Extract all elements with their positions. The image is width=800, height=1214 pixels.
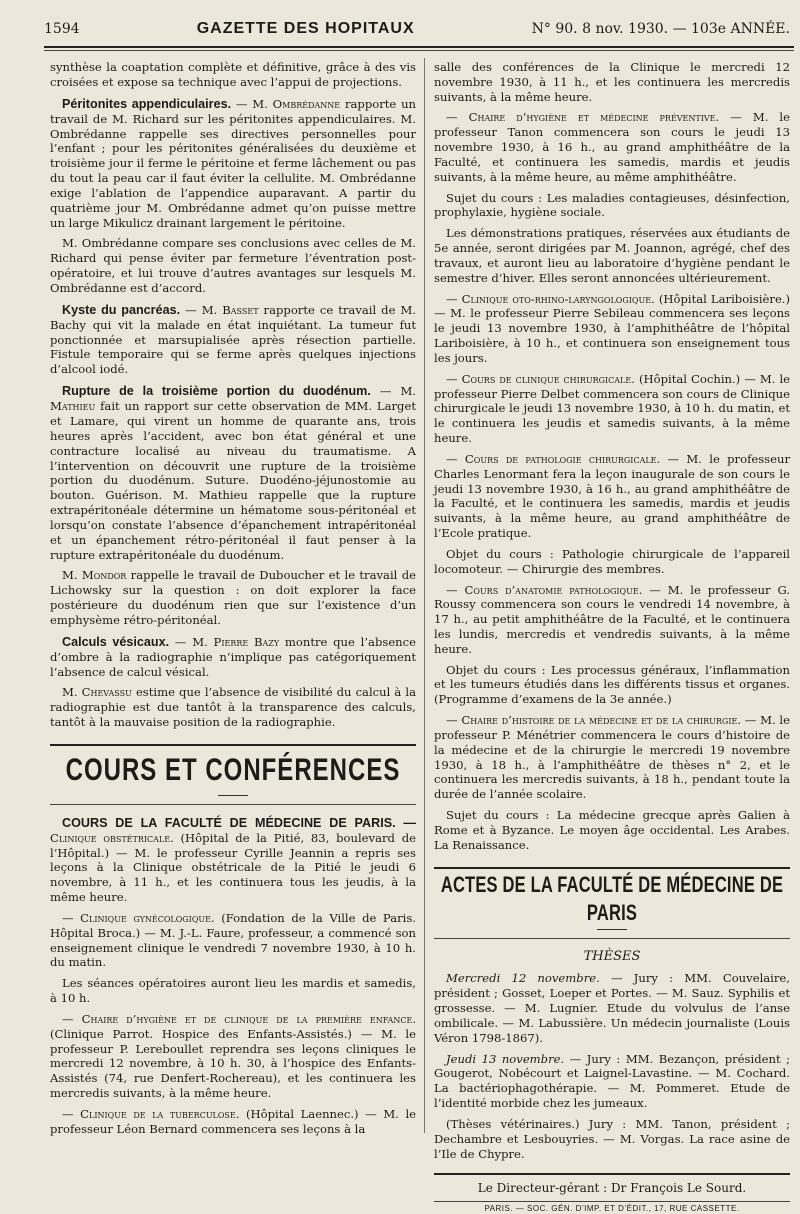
short-rule (597, 929, 627, 930)
course-clinique-chir: — Cours de clinique chirurgicale. (Hôpital Cochin.) — M. le professeur Pierre Delbet commencera son cours de Clinique chirurgicale le jeudi 13 novembre 1930, à 10 h. du matin, et le continuera les jeudis et samedis suivants, à la même heure. (434, 371, 791, 446)
course-gynecologie: — Clinique gynécologique. (Fondation de la Ville de Paris. Hôpital Broca.) — M. J.-L. Faure, professeur, a commencé son enseignement clinique le vendredi 7 novembre 1930, à 10 h. du matin. (50, 910, 416, 970)
course-label: Clinique obstétricale. (50, 830, 174, 845)
course-text: (Hôpital Laennec.) — M. le professeur Léon Bernard commencera ses leçons à la (50, 1106, 417, 1136)
these-text: — Jury : MM. Couvelaire, président ; Gosset, Loeper et Portes. — M. Sauz. Syphilis et grossesse. — M. Lugnier. Etude du volvulus de l’anse ombilicale. — M. Labussière. Un médecin journaliste (Louis Véron 1798-1867). (434, 971, 790, 1045)
article-text: fait un rapport sur cette observation de MM. Larget et Lamare, qui virent un homme de quarante ans, trois heures après l’accident, avec bon état général et une contracture localisé au niveau du traumatisme. A l’intervention on découvrit une rupture de la troisième portion du duodénum. Suture. Duodéno-jéjunostomie au bouton. Guérison. M. Mathieu rappelle que la rupture extrapéritonéale détermine un hématome sous-péritonéal et lorsqu’on constate l’absence d’épanchement intrapéritonéal et un épanchement rétro-péritonéal il faut penser à la rupture extrapéritonéale du duodénum. (50, 399, 416, 562)
article-text: rappelle le travail de Duboucher et le travail de Lichowsky sur la question : on doit explorer la face postérieure du duodénum rien que sur l’existence d’un emphysème rétro-péritonéal. (50, 568, 417, 627)
these-entry (434, 1052, 790, 1111)
journal-title: GAZETTE DES HOPITAUX (196, 20, 415, 37)
continued-paragraph: salle des conférences de la Clinique le mercredi 12 novembre 1930, à 11 h., et les continuera les mercredis suivants, à la même heure. (434, 60, 790, 104)
course-obstetrique (50, 815, 416, 905)
course-text: (Clinique Parrot. Hospice des Enfants-Assistés.) — M. le professeur P. Lereboullet reprendra ses leçons cliniques le mercredi 12 novembre, à 10 h. 30, à l’hospice des Enfants-Assistés (74, rue Denfert-Rochereau), et les continuera les mercredis suivants, à la même heure. (50, 1026, 416, 1100)
course-main-heading: COURS DE LA FACULTÉ DE MÉDECINE DE PARIS. — (62, 815, 416, 830)
these-date: Mercredi 12 novembre. (446, 971, 600, 986)
course-label: Cours de clinique chirurgicale. (461, 371, 635, 386)
course-text: (Hôpital Lariboisière.) — M. le professeur Pierre Sebileau commencera ses leçons le jeudi 13 novembre 1930, à l’amphithéâtre de l’hôpital Lariboisière, à 10 h., et continuera son enseignement tous les jours. (434, 291, 791, 365)
course-text: (Fondation de la Ville de Paris. Hôpital Broca.) — M. J.-L. Faure, professeur, a commencé son enseignement clinique le vendredi 7 novembre 1930, à 10 h. du matin. (50, 910, 416, 970)
course-demos: Les démonstrations pratiques, réservées aux étudiants de 5e année, seront dirigées par M. Joannon, agrégé, chef des travaux, et auront lieu au laboratoire d’hygiène pendant le semestre d’hiver. Elles seront annoncées ultérieurement. (434, 226, 790, 285)
author-name: M. Mondor (62, 568, 127, 583)
issue-info: N° 90. 8 nov. 1930. — 103e ANNÉE. (531, 21, 790, 37)
short-rule (218, 795, 248, 796)
course-text: — M. le professeur Charles Lenormant fera la leçon inaugurale de son cours le jeudi 13 novembre 1930, à 16 h., au grand amphithéâtre de la Faculté, et le continuera les samedis, mardis et jeudis suivants, à la même heure, au grand amphithéâtre de l’Ecole pratique. (434, 451, 791, 541)
article-duodenum: Rupture de la troisième portion du duodénum. — M. Mathieu fait un rapport sur cette observation de MM. Larget et Lamare, qui virent un homme de quarante ans, trois heures après l’accident, avec bon état général et une contracture localisé au niveau du traumatisme. A l’intervention on découvrit une rupture de la troisième portion du duodénum. Suture. Duodéno-jéjunostomie au bouton. Guérison. M. Mathieu rappelle que la rupture extrapéritonéale détermine un hématome sous-péritonéal et lorsqu’on constate l’absence d’épanchement intrapéritonéal et un épanchement rétro-péritonéal il faut penser à la rupture extrapéritonéale du duodénum. (50, 384, 416, 562)
section-title: COURS ET CONFÉRENCES (65, 752, 401, 788)
these-entry (434, 971, 790, 1045)
article-calculs: Calculs vésicaux. — M. Pierre Bazy montre que l’absence d’ombre à la radiographie n’implique pas catégoriquement l’absence de calcul vésical. (50, 634, 417, 679)
page-number: 1594 (44, 21, 80, 37)
article-paragraph (50, 568, 416, 627)
course-label: Cours d’anatomie pathologique. (464, 582, 643, 597)
course-tuberculose: — Clinique de la tuberculose. (Hôpital Laennec.) — M. le professeur Léon Bernard commencera ses leçons à la (50, 1106, 417, 1136)
author-name: M. Pierre Bazy (192, 634, 280, 649)
intro-paragraph: synthèse la coaptation complète et définitive, grâce à des vis croisées et expose sa technique avec l’appui de projections. (50, 60, 416, 89)
author-name: M. Chevassu (62, 685, 132, 700)
right-column (434, 60, 790, 1214)
article-paragraph: M. Ombrédanne compare ses conclusions avec celles de M. Richard qui pense éviter par fermeture l’éventration post-opératoire, et lui trouve d’autres avantages sur lesquels M. Ombrédanne est d’accord. (50, 236, 416, 295)
article-heading: Kyste du pancréas. (62, 302, 181, 317)
course-object: Objet du cours : Pathologie chirurgicale de l’appareil locomoteur. — Chirurgie des membres. (434, 546, 790, 576)
these-date: Jeudi 13 novembre. (446, 1051, 565, 1066)
course-label: Clinique oto-rhino-laryngologique. (461, 291, 655, 306)
article-pancreas: Kyste du pancréas. — M. Basset rapporte ce travail de M. Bachy qui vit la malade en état inquiétant. La tumeur fut ponctionnée et marsupialisée après résection partielle. Fistule temporaire qui se ferme après quelques injections d’alcool iodé. (50, 302, 417, 377)
article-text: montre que l’absence d’ombre à la radiographie n’implique pas catégoriquement l’absence de calcul vésical. (50, 634, 417, 679)
course-histoire: — Chaire d’histoire de la médecine et de la chirurgie. — M. le professeur P. Ménétrier commencera le cours d’histoire de la médecine et de la chirurgie le mercredi 19 novembre 1930, à 18 h., à l’amphithéâtre de thèses n° 2, et le continuera les mercredis suivants, à 18 h., pendant toute la durée de l’année scolaire. (434, 713, 790, 802)
course-hygiene: — Chaire d’hygiène et médecine préventive. — M. le professeur Tanon commencera son cours le jeudi 13 novembre 1930, à 16 h., au grand amphithéâtre de la Faculté, et continuera les samedis, mardis et jeudis suivants, à la même heure, au même amphithéâtre. (434, 110, 791, 184)
course-label: Chaire d’histoire de la médecine et de la chirurgie. (461, 713, 742, 728)
column-divider (424, 58, 425, 1133)
course-anatomie: — Cours d’anatomie pathologique. — M. le professeur G. Roussy commencera son cours le vendredi 14 novembre, à 17 h., au petit amphithéâtre de la Faculté, et le continuera les lundis, mercredis et vendredis suivants, à la même heure. (434, 582, 791, 656)
author-name: M. Basset (201, 302, 259, 317)
section-header-actes (434, 867, 790, 939)
course-subject: Sujet du cours : La médecine grecque après Galien à Rome et à Byzance. Le moyen âge occidental. Les Arabes. La Renaissance. (434, 808, 790, 852)
course-subject: Sujet du cours : Les maladies contagieuses, désinfection, prophylaxie, hygiène sociale. (434, 190, 790, 220)
printer-imprint: PARIS. — SOC. GÉN. D’IMP. ET D’ÉDIT., 17, RUE CASSETTE. (434, 1201, 790, 1214)
course-label: Chaire d’hygiène et médecine préventive. (468, 110, 720, 125)
article-heading: Péritonites appendiculaires. (62, 96, 232, 111)
header-rule-thin (44, 50, 794, 51)
course-label: Clinique de la tuberculose. (80, 1106, 240, 1121)
article-text: estime que l’absence de visibilité du calcul à la radiographie est due tantôt à la transparence des calculs, tantôt à la mauvaise position de la radiographie. (50, 685, 416, 730)
course-note: Les séances opératoires auront lieu les mardis et samedis, à 10 h. (50, 976, 416, 1006)
course-orl: — Clinique oto-rhino-laryngologique. (Hôpital Lariboisière.) — M. le professeur Pierre Sebileau commencera ses leçons le jeudi 13 novembre 1930, à l’amphithéâtre de l’hôpital Lariboisière, à 10 h., et continuera son enseignement tous les jours. (434, 291, 791, 365)
theses-heading: THÈSES (583, 948, 641, 964)
course-text: — M. le professeur G. Roussy commencera son cours le vendredi 14 novembre, à 17 h., au petit amphithéâtre de la Faculté, et le continuera les lundis, mercredis et vendredis suivants, à la même heure. (434, 582, 791, 656)
author-name: M. Mathieu (50, 384, 416, 414)
director-signature: Le Directeur-gérant : Dr François Le Sourd. (434, 1173, 790, 1196)
course-text: (Hôpital de la Pitié, 83, boulevard de l’Hôpital.) — M. le professeur Cyrille Jeannin a repris ses leçons à la Clinique obstétricale de la Pitié le jeudi 6 novembre, à 11 h., et les continuera tous les jeudis, à la même heure. (50, 830, 417, 905)
section-header-cours (50, 744, 416, 805)
article-heading: Calculs vésicaux. (62, 634, 170, 649)
course-object: Objet du cours : Les processus généraux, l’inflammation et les tumeurs étudiés dans les différents tissus et organes. (Programme d’examens de la 3e année.) (434, 662, 790, 707)
section-title: ACTES DE LA FACULTÉ DE MÉDECINE DE PARIS (440, 872, 784, 926)
course-enfance: — Chaire d’hygiène et de clinique de la première enfance. (Clinique Parrot. Hospice des Enfants-Assistés.) — M. le professeur P. Lereboullet reprendra ses leçons cliniques le mercredi 12 novembre, à 10 h. 30, à l’hospice des Enfants-Assistés (74, rue Denfert-Rochereau), et les continuera les mercredis suivants, à la même heure. (50, 1011, 416, 1100)
course-label: Cours de pathologie chirurgicale. (464, 451, 661, 466)
course-label: Clinique gynécologique. (80, 910, 215, 925)
course-text: — M. le professeur P. Ménétrier commencera le cours d’histoire de la médecine et de la chirurgie le mercredi 19 novembre 1930, à 18 h., à l’amphithéâtre de thèses n° 2, et le continuera les mercredis suivants, à 18 h., pendant toute la durée de l’année scolaire. (434, 713, 790, 802)
header-rule (44, 46, 794, 48)
these-text: — Jury : MM. Bezançon, président ; Gougerot, Nobécourt et Laignel-Lavastine. — M. Cochard. La bactériophagothérapie. — M. Pommeret. Etude de l’identité morbide chez les jumeaux. (434, 1051, 790, 1111)
course-text: — M. le professeur Tanon commencera son cours le jeudi 13 novembre 1930, à 16 h., au grand amphithéâtre de la Faculté, et continuera les samedis, mardis et jeudis suivants, à la même heure, au même amphithéâtre. (434, 110, 791, 184)
article-appendicitis: Péritonites appendiculaires. — M. Ombrédanne rapporte un travail de M. Richard sur les péritonites appendiculaires. M. Ombrédanne rappelle ses directives personnelles pour l’enfant ; pour les péritonites généralisées du deuxième et troisième jour il ferme le péritoine et ferme lâchement ou pas du tout la peau car il faut éviter la cellulite. M. Ombrédanne exige l’ablation de l’appendice auparavant. A partir du quatrième jour M. Ombrédanne admet qu’on puisse mettre un large Mikulicz drainant largement le péritoine. (50, 96, 417, 230)
course-label: Chaire d’hygiène et de clinique de la première enfance. (81, 1011, 416, 1026)
author-name: M. Ombrédanne (252, 96, 341, 111)
article-text: rapporte un travail de M. Richard sur les péritonites appendiculaires. M. Ombrédanne rappelle ses directives personnelles pour l’enfant ; pour les péritonites généralisées du deuxième et troisième jour il ferme le péritoine et ferme lâchement ou pas du tout la peau car il faut éviter la cellulite. M. Ombrédanne exige l’ablation de l’appendice auparavant. A partir du quatrième jour M. Ombrédanne admet qu’on puisse mettre un large Mikulicz drainant largement le péritoine. (50, 96, 417, 230)
these-entry: (Thèses vétérinaires.) Jury : MM. Tanon, président ; Dechambre et Lesbouyries. — M. Vorgas. La race asine de l’Ile de Chypre. (434, 1116, 790, 1161)
course-pathologie-chir: — Cours de pathologie chirurgicale. — M. le professeur Charles Lenormant fera la leçon inaugurale de son cours le jeudi 13 novembre 1930, à 16 h., au grand amphithéâtre de la Faculté, et le continuera les samedis, mardis et jeudis suivants, à la même heure, au grand amphithéâtre de l’Ecole pratique. (434, 451, 791, 541)
course-text: (Hôpital Cochin.) — M. le professeur Pierre Delbet commencera son cours de Clinique chirurgicale le jeudi 13 novembre 1930, à 10 h. du matin, et le continuera les jeudis et samedis suivants, à la même heure. (434, 371, 791, 446)
article-heading: Rupture de la troisième portion du duodénum. (62, 384, 371, 399)
article-paragraph (50, 685, 416, 729)
page-header (44, 14, 790, 44)
article-text: rapporte ce travail de M. Bachy qui vit la malade en état inquiétant. La tumeur fut ponctionnée et marsupialisée après résection partielle. Fistule temporaire qui se ferme après quelques injections d’alcool iodé. (50, 302, 417, 377)
left-column (50, 60, 416, 1142)
